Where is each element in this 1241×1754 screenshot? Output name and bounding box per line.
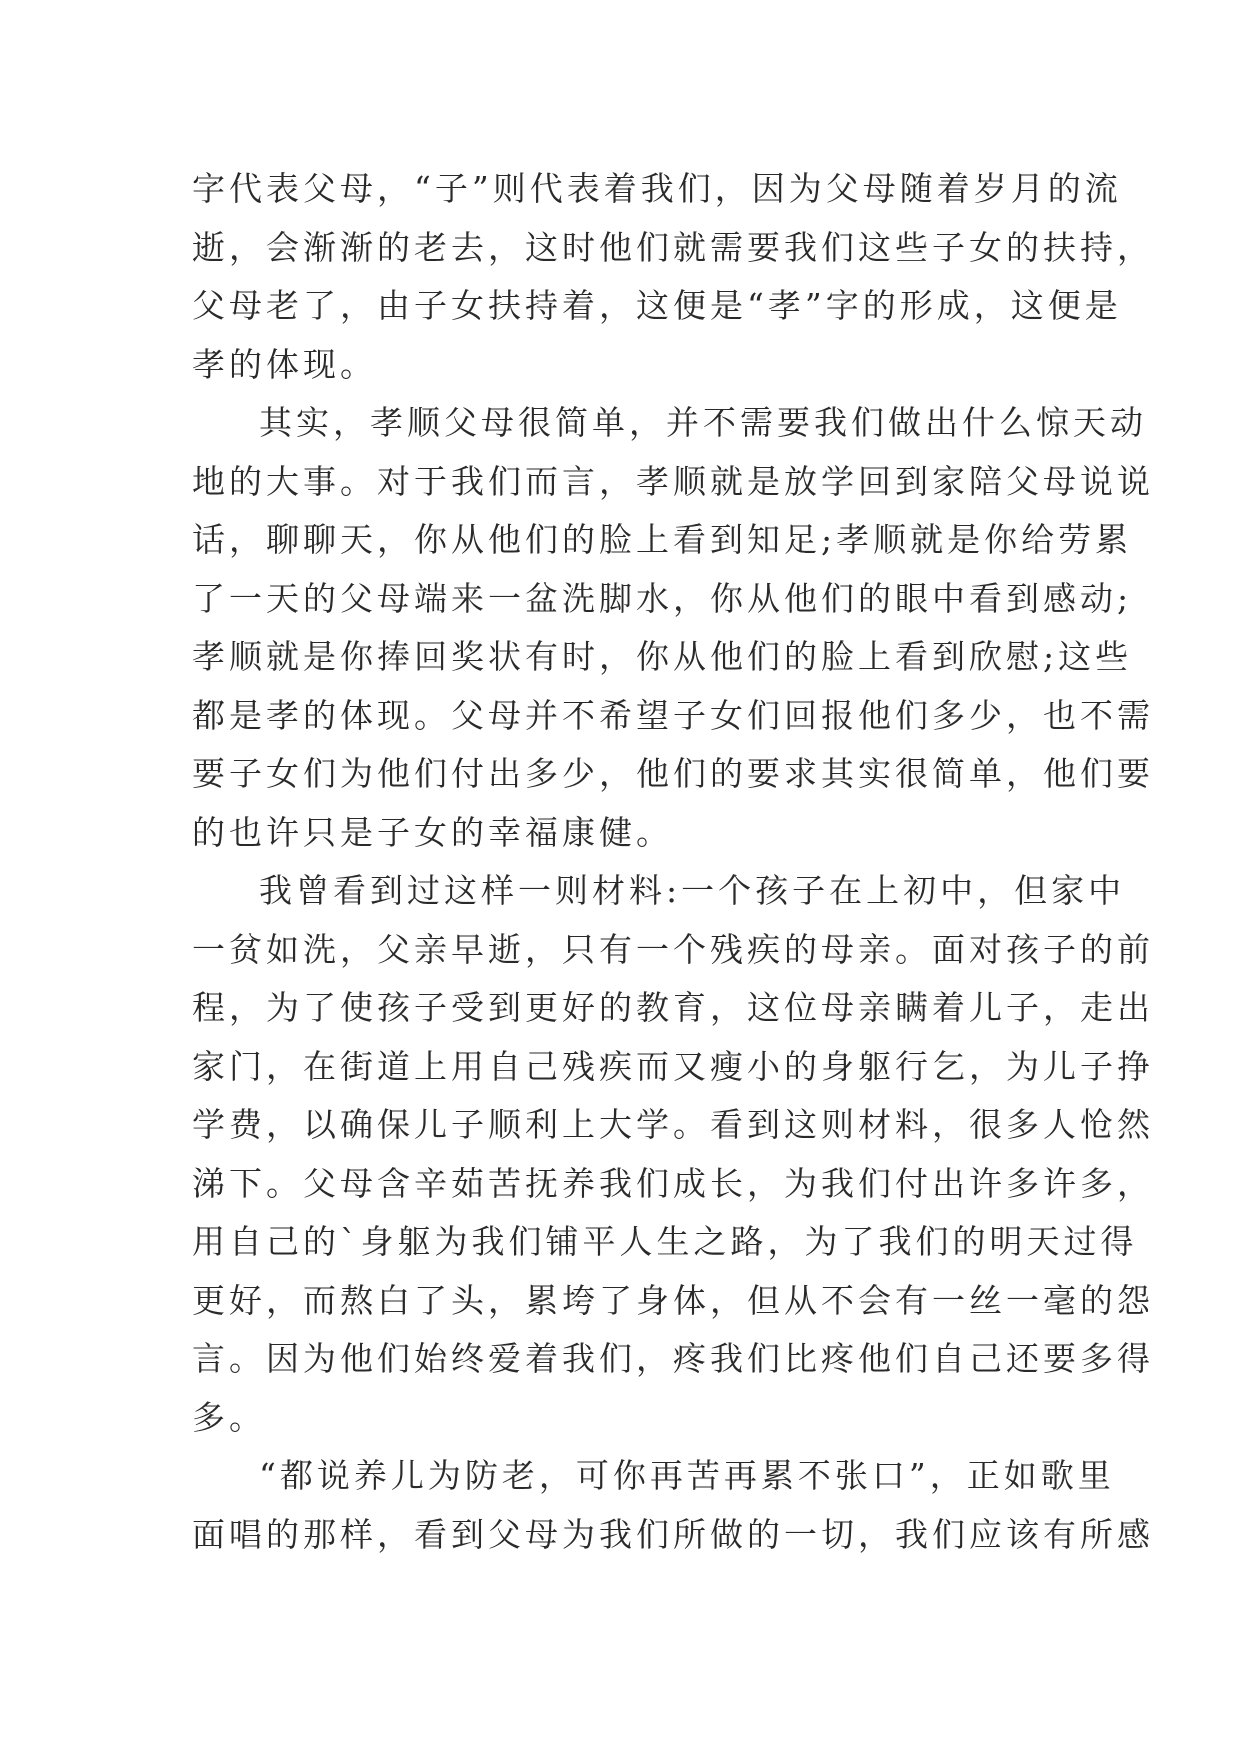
- text-line: 孝的体现。: [192, 344, 377, 384]
- paragraph-3: [192, 862, 1154, 1447]
- text-line: 用自己的`身躯为我们铺平人生之路，为了我们的明天过得: [192, 1222, 1138, 1261]
- text-line: 孝顺就是你捧回奖状有时，你从他们的脸上看到欣慰;这些: [192, 637, 1133, 676]
- text-line: 涕下。父母含辛茹苦抚养我们成长，为我们付出许多许多，: [192, 1163, 1154, 1203]
- text-line: 多。: [192, 1397, 266, 1437]
- text-line: 程，为了使孩子受到更好的教育，这位母亲瞒着儿子，走出: [192, 988, 1154, 1027]
- text-line: 地的大事。对于我们而言，孝顺就是放学回到家陪父母说说: [192, 461, 1154, 501]
- text-line: 逝，会渐渐的老去，这时他们就需要我们这些子女的扶持，: [192, 227, 1154, 267]
- text-line: 学费，以确保儿子顺利上大学。看到这则材料，很多人怆然: [192, 1105, 1154, 1144]
- paragraph-4: [192, 1447, 1154, 1564]
- text-line: 一贫如洗，父亲早逝，只有一个残疾的母亲。面对孩子的前: [192, 929, 1154, 969]
- text-line: 字代表父母，“子”则代表着我们，因为父母随着岁月的流: [192, 169, 1122, 208]
- paragraph-1: [192, 160, 1154, 394]
- paragraph-2: [192, 394, 1154, 862]
- text-line: 言。因为他们始终爱着我们，疼我们比疼他们自己还要多得: [192, 1339, 1154, 1378]
- text-line: 父母老了，由子女扶持着，这便是“孝”字的形成，这便是: [192, 286, 1122, 325]
- text-line: 要子女们为他们付出多少，他们的要求其实很简单，他们要: [192, 754, 1154, 793]
- text-line: 了一天的父母端来一盆洗脚水，你从他们的眼中看到感动;: [192, 578, 1133, 618]
- text-line: 家门，在街道上用自己残疾而又瘦小的身躯行乞，为儿子挣: [192, 1046, 1154, 1086]
- text-line: 的也许只是子女的幸福康健。: [192, 812, 673, 852]
- text-line: 都是孝的体现。父母并不希望子女们回报他们多少，也不需: [192, 695, 1154, 735]
- text-line: 面唱的那样，看到父母为我们所做的一切，我们应该有所感: [192, 1514, 1154, 1554]
- text-line: 我曾看到过这样一则材料:一个孩子在上初中，但家中: [259, 871, 1126, 910]
- body-text: [192, 160, 1154, 1564]
- text-line: 其实，孝顺父母很简单，并不需要我们做出什么惊天动: [259, 403, 1147, 442]
- text-line: 话，聊聊天，你从他们的脸上看到知足;孝顺就是你给劳累: [192, 520, 1133, 559]
- text-line: 更好，而熬白了头，累垮了身体，但从不会有一丝一毫的怨: [192, 1280, 1154, 1320]
- text-line: “都说养儿为防老，可你再苦再累不张口”，正如歌里: [259, 1456, 1115, 1495]
